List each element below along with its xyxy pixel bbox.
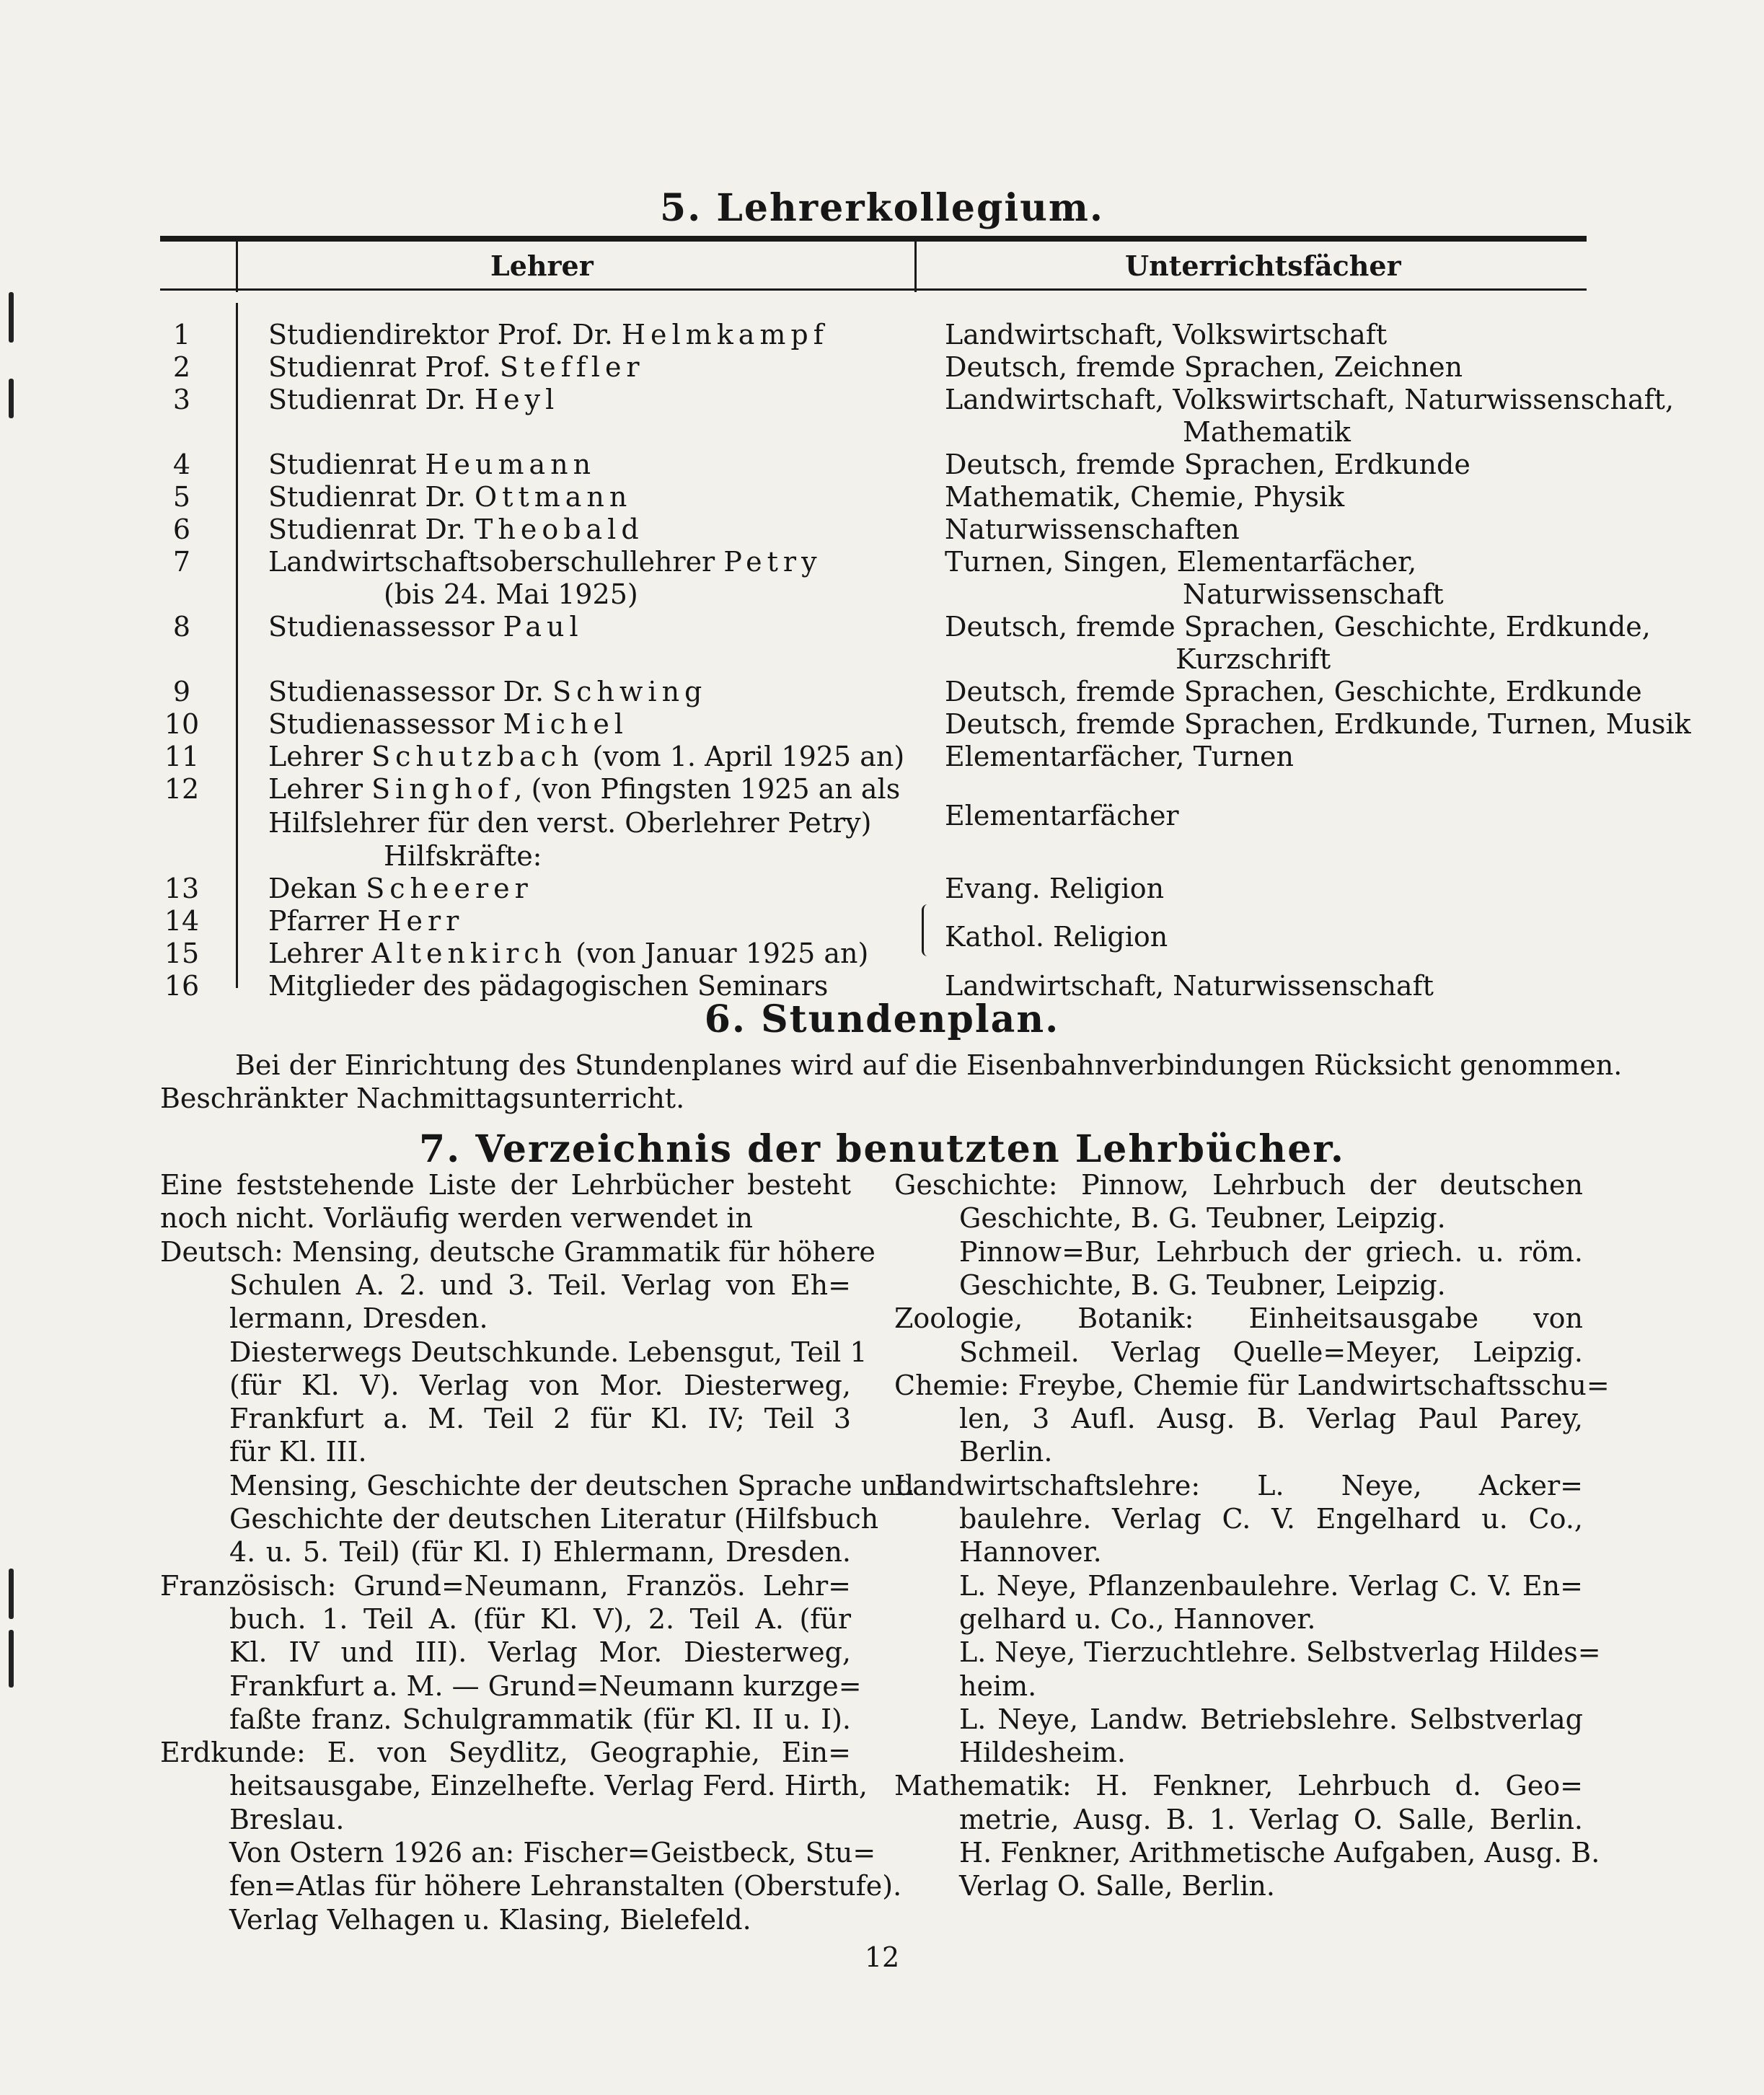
- book-entry-line: Chemie: Freybe, Chemie für Landwirtschaftsschu=: [894, 1370, 1610, 1401]
- table-row: [0, 904, 1764, 938]
- table-row: [0, 839, 1764, 873]
- table-row: [0, 480, 1764, 513]
- table-row: [0, 872, 1764, 905]
- teacher-name-part: Studienrat Prof.: [268, 351, 500, 383]
- teacher-subjects: Landwirtschaft, Naturwissenschaft: [945, 970, 1434, 1002]
- table-row: [0, 610, 1764, 643]
- table-row: [0, 545, 1764, 578]
- column-header-subjects: Unterrichtsfächer: [1125, 250, 1401, 282]
- book-entry-line: Mathematik: H. Fenkner, Lehrbuch d. Geo=: [894, 1770, 1583, 1801]
- table-row: [0, 415, 1764, 449]
- page-number: 12: [864, 1941, 900, 1973]
- table-row: [0, 578, 1764, 611]
- teacher-surname: Singhof: [371, 773, 514, 805]
- teacher-subjects: Kathol. Religion: [945, 921, 1168, 953]
- table-row: [0, 643, 1764, 676]
- row-number: 15: [164, 938, 200, 969]
- teacher-subjects: Elementarfächer, Turnen: [945, 741, 1294, 772]
- teacher-name-part: Lehrer: [268, 741, 372, 772]
- teacher-name: [268, 772, 900, 806]
- book-entry-line: Zoologie, Botanik: Einheitsausgabe von: [894, 1302, 1583, 1334]
- book-entry-line: baulehre. Verlag C. V. Engelhard u. Co.,: [959, 1503, 1583, 1535]
- table-row: [0, 675, 1764, 708]
- teacher-surname: Herr: [377, 905, 464, 937]
- teacher-name-part: Studienrat Dr.: [268, 481, 475, 513]
- book-entry-line: len, 3 Aufl. Ausg. B. Verlag Paul Parey,: [959, 1403, 1583, 1434]
- teacher-surname: Heyl: [475, 384, 560, 415]
- book-entry-line: Von Ostern 1926 an: Fischer=Geistbeck, Stu=: [229, 1837, 876, 1869]
- teacher-name: [384, 839, 542, 873]
- book-entry-line: Hildesheim.: [959, 1737, 1126, 1768]
- book-entry-line: Französisch: Grund=Neumann, Französ. Lehr=: [160, 1570, 851, 1602]
- teacher-subjects: Landwirtschaft, Volkswirtschaft: [945, 319, 1388, 350]
- margin-mark: [9, 1569, 14, 1619]
- row-number: 14: [164, 905, 200, 937]
- teacher-name-part: Lehrer: [268, 773, 372, 805]
- book-entry-line: L. Neye, Landw. Betriebslehre. Selbstverlag: [959, 1703, 1583, 1735]
- book-entry-line: faßte franz. Schulgrammatik (für Kl. II u. I).: [229, 1703, 851, 1735]
- book-entry-line: heim.: [959, 1670, 1037, 1702]
- book-entry-line: Kl. IV und III). Verlag Mor. Diesterweg,: [229, 1636, 851, 1668]
- table-divider-left: [236, 242, 238, 292]
- table-row: [0, 383, 1764, 416]
- row-number: 6: [172, 513, 191, 545]
- teacher-name: [268, 448, 596, 481]
- table-row: [0, 350, 1764, 384]
- book-entry-line: Hannover.: [959, 1536, 1102, 1568]
- teacher-subjects: Evang. Religion: [945, 873, 1165, 904]
- book-entry-line: Geschichte: Pinnow, Lehrbuch der deutschen: [894, 1169, 1583, 1201]
- teacher-name-part: Studienrat: [268, 449, 425, 480]
- row-number: 8: [172, 611, 191, 643]
- teacher-surname: Ottmann: [475, 481, 632, 513]
- teacher-name-part: (von Januar 1925 an): [567, 938, 869, 969]
- teacher-subjects: Deutsch, fremde Sprachen, Geschichte, Erdkunde,: [945, 611, 1651, 643]
- row-number: 3: [172, 384, 191, 415]
- book-entry-line: Mensing, Geschichte der deutschen Sprache und: [229, 1470, 914, 1501]
- teacher-name-part: (vom 1. April 1925 an): [583, 741, 905, 772]
- teacher-name-part: , (von Pfingsten 1925 an als: [513, 773, 901, 805]
- teacher-name-part: Studienrat Dr.: [268, 513, 475, 545]
- teacher-name: [268, 350, 645, 384]
- teacher-name: [268, 513, 644, 546]
- book-entry-line: lermann, Dresden.: [229, 1302, 488, 1334]
- teacher-name-part: Studienassessor: [268, 611, 503, 643]
- teacher-name-part: Hilfskräfte:: [384, 840, 542, 872]
- teacher-subjects: Deutsch, fremde Sprachen, Erdkunde, Turnen, Musik: [945, 708, 1691, 740]
- book-entry-line: Verlag O. Salle, Berlin.: [959, 1870, 1275, 1902]
- book-entry-line: buch. 1. Teil A. (für Kl. V), 2. Teil A. (für: [229, 1603, 851, 1635]
- book-entry-line: Geschichte, B. G. Teubner, Leipzig.: [959, 1202, 1446, 1234]
- table-top-rule: [160, 236, 1587, 242]
- teacher-surname: Scheerer: [366, 873, 533, 904]
- book-entry-line: L. Neye, Tierzuchtlehre. Selbstverlag Hildes=: [959, 1636, 1601, 1668]
- teacher-name-part: Studienassessor Dr.: [268, 676, 553, 707]
- teacher-subjects: Mathematik, Chemie, Physik: [945, 481, 1345, 513]
- teacher-name: [268, 872, 533, 905]
- margin-mark: [9, 1630, 14, 1688]
- teacher-surname: Steffler: [499, 351, 645, 383]
- row-number: 13: [164, 873, 200, 904]
- teacher-subjects: Kurzschrift: [1176, 643, 1331, 675]
- book-entry-line: Verlag Velhagen u. Klasing, Bielefeld.: [229, 1904, 751, 1936]
- table-row: [0, 318, 1764, 351]
- stundenplan-line-1: Bei der Einrichtung des Stundenplanes wird auf die Eisenbahnverbindungen Rücksicht genommen.: [235, 1049, 1623, 1081]
- row-number: 16: [164, 970, 200, 1002]
- row-number: 11: [164, 741, 200, 772]
- table-row: [0, 707, 1764, 741]
- teacher-name: [268, 740, 904, 773]
- teacher-subjects: Deutsch, fremde Sprachen, Erdkunde: [945, 449, 1470, 480]
- book-entry-line: metrie, Ausg. B. 1. Verlag O. Salle, Berlin.: [959, 1804, 1583, 1835]
- table-header-rule: [160, 288, 1587, 291]
- teacher-name-part: Hilfslehrer für den verst. Oberlehrer Petry): [268, 807, 872, 839]
- teacher-name: [268, 383, 559, 416]
- book-entry-line: noch nicht. Vorläufig werden verwendet in: [160, 1202, 753, 1234]
- teacher-name: [384, 578, 638, 611]
- row-number: 10: [164, 708, 200, 740]
- teacher-name: [268, 480, 632, 513]
- row-number: 2: [172, 351, 191, 383]
- column-header-teacher: Lehrer: [490, 250, 594, 282]
- teacher-name-part: Studiendirektor Prof. Dr.: [268, 319, 622, 350]
- teacher-name: [268, 675, 707, 708]
- book-entry-line: Eine feststehende Liste der Lehrbücher besteht: [160, 1169, 851, 1201]
- heading-stundenplan: 6. Stundenplan.: [704, 997, 1060, 1041]
- teacher-surname: Theobald: [475, 513, 644, 545]
- table-row: [0, 740, 1764, 773]
- table-row: [0, 513, 1764, 546]
- heading-lehrerkollegium: 5. Lehrerkollegium.: [659, 186, 1105, 230]
- row-number: 9: [172, 676, 191, 707]
- book-entry-line: (für Kl. V). Verlag von Mor. Diesterweg,: [229, 1370, 851, 1401]
- teacher-subjects: Deutsch, fremde Sprachen, Zeichnen: [945, 351, 1463, 383]
- teacher-name-part: Pfarrer: [268, 905, 378, 937]
- book-entry-line: Landwirtschaftslehre: L. Neye, Acker=: [894, 1470, 1583, 1501]
- teacher-subjects: Deutsch, fremde Sprachen, Geschichte, Erdkunde: [945, 676, 1642, 707]
- book-entry-line: L. Neye, Pflanzenbaulehre. Verlag C. V. En=: [959, 1570, 1583, 1602]
- book-entry-line: Deutsch: Mensing, deutsche Grammatik für höhere: [160, 1236, 876, 1268]
- teacher-subjects: Mathematik: [1183, 416, 1351, 448]
- teacher-name: [268, 707, 628, 741]
- book-entry-line: fen=Atlas für höhere Lehranstalten (Oberstufe).: [229, 1870, 902, 1902]
- teacher-surname: Paul: [503, 611, 583, 643]
- teacher-surname: Altenkirch: [371, 938, 568, 969]
- book-entry-line: Geschichte der deutschen Literatur (Hilfsbuch: [229, 1503, 879, 1535]
- teacher-subjects: Elementarfächer: [945, 800, 1179, 832]
- table-row: [0, 448, 1764, 481]
- teacher-name-part: (bis 24. Mai 1925): [384, 578, 638, 610]
- book-entry-line: Frankfurt a. M. — Grund=Neumann kurzge=: [229, 1670, 862, 1702]
- book-entry-line: Pinnow=Bur, Lehrbuch der griech. u. röm.: [959, 1236, 1583, 1268]
- teacher-surname: Petry: [723, 546, 822, 578]
- book-entry-line: Erdkunde: E. von Seydlitz, Geographie, Ein=: [160, 1737, 851, 1768]
- teacher-name-part: Landwirtschaftsoberschullehrer: [268, 546, 724, 578]
- book-entry-line: 4. u. 5. Teil) (für Kl. I) Ehlermann, Dresden.: [229, 1536, 851, 1568]
- teacher-name-part: Studienassessor: [268, 708, 503, 740]
- teacher-name: [268, 610, 583, 643]
- row-number: 7: [172, 546, 191, 578]
- book-entry-line: Diesterwegs Deutschkunde. Lebensgut, Teil 1: [229, 1336, 868, 1368]
- teacher-surname: Heumann: [425, 449, 596, 480]
- book-entry-line: Geschichte, B. G. Teubner, Leipzig.: [959, 1269, 1446, 1301]
- row-number: 12: [164, 773, 200, 805]
- religion-bracket: [922, 904, 935, 956]
- teacher-surname: Schwing: [552, 676, 707, 707]
- teacher-name-part: Mitglieder des pädagogischen Seminars: [268, 970, 829, 1002]
- teacher-subjects: Landwirtschaft, Volkswirtschaft, Naturwissenschaft,: [945, 384, 1675, 415]
- book-entry-line: H. Fenkner, Arithmetische Aufgaben, Ausg. B.: [959, 1837, 1600, 1869]
- stundenplan-line-2: Beschränkter Nachmittagsunterricht.: [160, 1082, 685, 1114]
- teacher-name: [268, 545, 822, 578]
- table-row: [0, 772, 1764, 806]
- teacher-name-part: Studienrat Dr.: [268, 384, 475, 415]
- row-number: 1: [172, 319, 191, 350]
- teacher-name-part: Dekan: [268, 873, 366, 904]
- teacher-surname: Helmkampf: [621, 319, 829, 350]
- teacher-name: [268, 806, 871, 839]
- book-entry-line: gelhard u. Co., Hannover.: [959, 1603, 1316, 1635]
- row-number: 4: [172, 449, 191, 480]
- teacher-name: [268, 904, 464, 938]
- teacher-name: [268, 318, 829, 351]
- book-entry-line: Frankfurt a. M. Teil 2 für Kl. IV; Teil 3: [229, 1403, 851, 1434]
- book-entry-line: heitsausgabe, Einzelhefte. Verlag Ferd. Hirth,: [229, 1770, 868, 1801]
- teacher-subjects: Turnen, Singen, Elementarfächer,: [945, 546, 1417, 578]
- heading-lehrbuecher: 7. Verzeichnis der benutzten Lehrbücher.: [418, 1127, 1346, 1171]
- teacher-name-part: Lehrer: [268, 938, 372, 969]
- teacher-subjects: Naturwissenschaft: [1183, 578, 1444, 610]
- book-entry-line: Schmeil. Verlag Quelle=Meyer, Leipzig.: [959, 1336, 1583, 1368]
- teacher-surname: Schutzbach: [371, 741, 584, 772]
- book-entry-line: für Kl. III.: [229, 1436, 367, 1468]
- teacher-name: [268, 937, 868, 970]
- row-number: 5: [172, 481, 191, 513]
- table-row: [0, 800, 1764, 839]
- teacher-surname: Michel: [503, 708, 628, 740]
- book-entry-line: Schulen A. 2. und 3. Teil. Verlag von Eh=: [229, 1269, 851, 1301]
- teacher-subjects: Naturwissenschaften: [945, 513, 1240, 545]
- table-divider-right: [914, 242, 917, 292]
- book-entry-line: Berlin.: [959, 1436, 1053, 1468]
- book-entry-line: Breslau.: [229, 1804, 345, 1835]
